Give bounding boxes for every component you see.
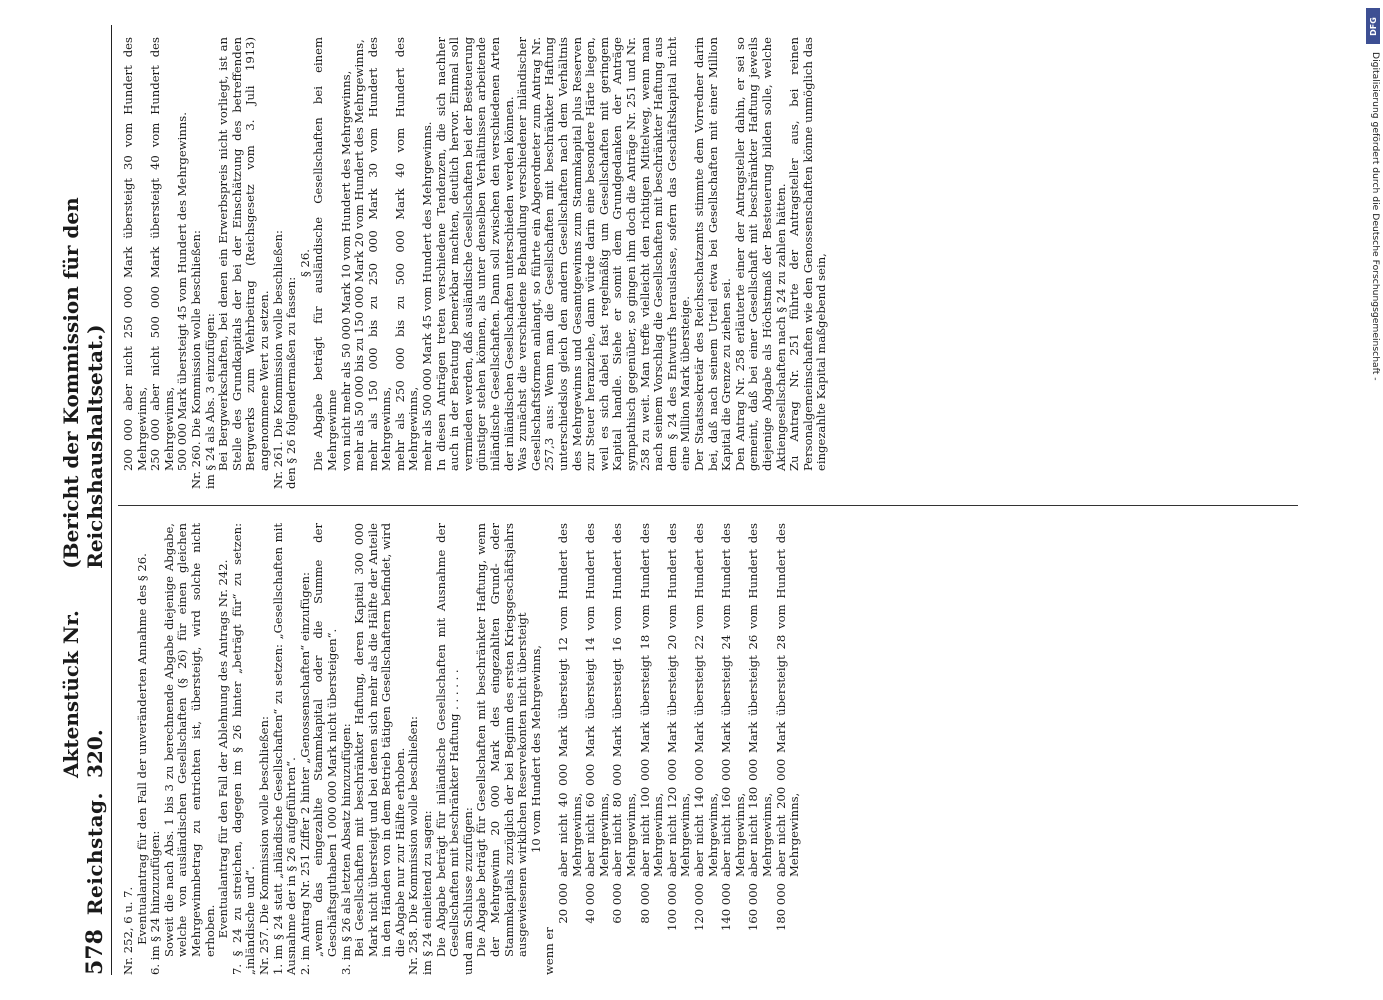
table-cell: aber nicht 200 000 Mark übersteigt 28 vom Hundert des Mehrgewinns, — [773, 523, 802, 877]
paragraph: Bei Gesellschaften mit beschränkter Haftung, deren Kapital 300 000 Mark nicht übersteigt und bei denen sich mehr als die Hälfte der Anteile in den Händen von in dem Betrieb tätigen Gesellschaftern befindet, wird die Abgabe nur zur Hälfte erhoben. — [352, 519, 407, 957]
paragraph: 200 000 aber nicht 250 000 Mark übersteigt 30 vom Hundert des Mehrgewinns, — [121, 33, 149, 471]
paragraph: Nr. 257. Die Kommission wolle beschließen: — [256, 716, 271, 975]
dfg-logo-text: DFG — [1368, 16, 1378, 36]
table-cell: 60 000 — [610, 883, 625, 924]
paragraph: Was zunächst die verschiedene Behandlung verschiedener inländischer Gesellschaftsformen anlangt, so führte ein Abgeordneter zum Antrag Nr. 257,3 aus: Wenn man die Gesellschaften mit beschränkter Haftung unterschiedslos gleich den andern Gesellschaften nach dem Verhältnis des Mehrgewinns und Gesamtgewinns zum Stammkapital plus Reserven zur Steuer heranziehe, dann würde darin eine besondere Härte liegen, weil es sich dabei fast regelmäßig um Gesellschaften mit geringem Kapital handle. Siehe er somit dem Grundgedanken der Anträge sympathisch gegenüber, so gingen ihm doch die Anträge Nr. 251 und Nr. 258 zu weit. Man treffe vielleicht den richtigen Mittelweg, wenn man nach seinem Vorschlag die Gesellschaften mit beschränkter Haftung aus dem § 24 des Entwurfs herauslasse, sofern das Geschäftskapital nicht eine Million Mark übersteige. — [515, 33, 693, 471]
paragraph: Nr. 260. Die Kommission wolle beschließen: — [188, 230, 203, 489]
paragraph: von nicht mehr als 50 000 Mark 10 vom Hundert des Mehrgewinns, — [338, 70, 353, 471]
paragraph: Zu Antrag Nr. 251 führte der Antragsteller aus, bei reinen Personalgemeinschaften wie den Genossenschaften könne unmöglich das eingezahlte Kapital maßgebend sein, — [787, 33, 829, 471]
table-cell: 80 000 — [637, 883, 652, 924]
paragraph: § 26. — [297, 249, 312, 277]
paragraph: Die Abgabe beträgt für Gesellschaften mit beschränkter Haftung, wenn der Mehrgewinn 20 000 Mark des eingezahlten Grund- oder Stammkapitals zuzüglich der bei Beginn des ersten Kriegsgeschäftsjahrs ausgewiesenen wirklichen Reservekonten nicht übersteigt — [474, 519, 530, 957]
paragraph: Nr. 261. Die Kommission wolle beschließen: — [270, 230, 285, 489]
paragraph: Eventualantrag für den Fall der unveränderten Annahme des § 26. — [134, 553, 149, 945]
table-row — [584, 523, 611, 975]
paragraph: 7. § 24 zu streichen, dagegen im § 26 hinter „beträgt für“ zu setzen: „inländische und“. — [229, 519, 258, 975]
paragraph: den § 26 folgendermaßen zu fassen: — [284, 276, 299, 489]
table-row — [775, 523, 802, 975]
table-cell: 160 000 — [746, 883, 761, 931]
paragraph: 1. im § 24 statt „inländische Gesellschaften“ zu setzen: „Gesellschaften mit Ausnahme der in § 26 aufgeführten“. — [270, 519, 299, 975]
table-row — [747, 523, 774, 975]
paragraph: „wenn das eingezahlte Stammkapital oder die Summe der Geschäftsguthaben 1 000 000 Mark nicht übersteigen“. — [311, 519, 339, 957]
paragraph: 500 000 Mark übersteigt 45 vom Hundert des Mehrgewinns. — [175, 112, 190, 471]
paragraph: 2. im Antrag Nr. 251 Ziffer 2 hinter „Genossenschaften“ einzufügen: — [297, 572, 312, 975]
column-divider — [118, 505, 1298, 506]
paragraph: Die Abgabe beträgt für inländische Gesellschaften mit Ausnahme der Gesellschaften mit beschränkter Haftung . . . . . . — [433, 519, 462, 957]
table-row — [720, 523, 747, 975]
table-cell: aber nicht 160 000 Mark übersteigt 24 vom Hundert des Mehrgewinns, — [719, 523, 747, 877]
paragraph: mehr als 250 000 bis zu 500 000 Mark 40 vom Hundert des Mehrgewinns, — [392, 33, 421, 471]
funding-credit: Digitalisierung gefördert durch die Deutsche Forschungsgemeinschaft - — [1370, 52, 1381, 381]
paragraph: und am Schlusse zuzufügen: — [460, 807, 475, 975]
table-cell: 100 000 — [664, 883, 679, 931]
right-column — [121, 33, 1298, 489]
dfg-logo[interactable] — [1366, 8, 1380, 44]
left-column — [121, 519, 1298, 975]
paragraph: Bei Bergwerkschaften, bei denen ein Erwerbspreis nicht vorliegt, ist an Stelle des Grundkapitals der bei der Einschätzung des betreffenden Bergwerks zum Wehrbeitrag (Reichsgesetz vom 3. Juli 1913) angenommene Wert zu setzen. — [216, 33, 271, 471]
rotated-page — [59, 25, 1308, 975]
table-cell: aber nicht 60 000 Mark übersteigt 14 vom Hundert des Mehrgewinns, — [583, 523, 611, 877]
paragraph: mehr als 500 000 Mark 45 vom Hundert des Mehrgewinns. — [420, 121, 435, 471]
paragraph: Der Staatssekretär des Reichsschatzamts stimmte dem Vorredner darin bei, daß nach seinem Urteil etwa bei Gesellschaften mit einer Million Kapital die Grenze zu ziehen sei. — [691, 33, 734, 471]
paragraph: Den Antrag Nr. 258 erläuterte einer der Antragsteller dahin, er sei so gemeint, daß bei einer Gesellschaft mit beschränkter Haftung jeweils diejenige Abgabe als Höchstmaß der Besteuerung bilden solle, welche Aktiengesellschaften nach § 24 zu zahlen hätten. — [732, 33, 788, 471]
table-cell: aber nicht 140 000 Mark übersteigt 22 vom Hundert des Mehrgewinns, — [691, 523, 720, 877]
table-cell: aber nicht 40 000 Mark übersteigt 12 vom Hundert des Mehrgewinns, — [556, 523, 584, 877]
paragraph: 3. im § 26 als letzten Absatz hinzuzufügen: — [338, 723, 353, 975]
table-cell: aber nicht 180 000 Mark übersteigt 26 vom Hundert des Mehrgewinns, — [746, 523, 774, 877]
paragraph: 10 vom Hundert des Mehrgewinns, — [528, 645, 543, 854]
paragraph: mehr als 50 000 bis zu 150 000 Mark 20 vom Hundert des Mehrgewinns, — [352, 39, 367, 471]
table-row — [666, 523, 693, 975]
table-row — [639, 523, 666, 975]
paragraph: wenn er — [542, 927, 557, 975]
rate-table — [557, 523, 802, 975]
table-row — [611, 523, 638, 975]
paragraph: Soweit die nach Abs. 1 bis 3 zu berechnende Abgabe diejenige Abgabe, welche von ausländischen Gesellschaften (§ 26) für einen gleichen Mehrgewinnbetrag zu entrichten ist, übersteigt, wird solche nicht erhoben. — [161, 519, 217, 957]
table-cell: 180 000 — [773, 883, 788, 931]
paragraph: im § 24 als Abs. 3 einzufügen: — [202, 313, 217, 489]
page-header — [59, 25, 112, 975]
table-cell: 20 000 — [556, 883, 570, 924]
paragraph: Die Abgabe beträgt für ausländische Gesellschaften bei einem Mehrgewinne — [311, 33, 339, 471]
table-cell: aber nicht 120 000 Mark übersteigt 20 vom Hundert des Mehrgewinns, — [664, 523, 693, 877]
paragraph: 250 000 aber nicht 500 000 Mark übersteigt 40 vom Hundert des Mehrgewinns, — [148, 33, 176, 471]
header-left: Reichstag. — [83, 791, 107, 916]
table-cell: 140 000 — [719, 883, 734, 931]
paragraph: Nr. 258. Die Kommission wolle beschließen: — [406, 716, 421, 975]
paragraph: 6. im § 24 hinzuzufügen: — [148, 830, 163, 975]
page-number: 578 — [82, 929, 108, 975]
paragraph: im § 24 einleitend zu sagen: — [420, 810, 435, 975]
table-cell: 120 000 — [691, 883, 706, 931]
paragraph: In diesen Anträgen treten verschiedene Tendenzen, die sich nachher auch in der Beratung bemerkbar machten, deutlich hervor. Einmal soll vermieden werden, daß ausländische Gesellschaften bei der Besteuerung günstiger stehen können, als unter denselben Verhältnissen arbeitende inländische Gesellschaften. Dann soll zwischen den verschiedenen Arten der inländischen Gesellschaften unterschieden werden können. — [433, 33, 516, 471]
paragraph: mehr als 150 000 bis zu 250 000 Mark 30 vom Hundert des Mehrgewinns, — [365, 33, 394, 471]
paragraph: Eventualantrag für den Fall der Ablehnung des Antrags Nr. 242. — [216, 559, 231, 939]
table-row — [693, 523, 720, 975]
table-row — [557, 523, 584, 975]
table-cell: aber nicht 100 000 Mark übersteigt 18 vom Hundert des Mehrgewinns, — [637, 523, 666, 877]
paragraph: Nr. 252, 6 u. 7. — [121, 886, 135, 975]
header-subtitle: (Bericht der Kommission für den Reichshaushaltsetat.) — [59, 197, 107, 569]
table-cell: 40 000 — [583, 883, 598, 924]
table-cell: aber nicht 80 000 Mark übersteigt 16 vom Hundert des Mehrgewinns, — [610, 523, 638, 877]
header-title: Aktenstück Nr. 320. — [59, 610, 107, 778]
